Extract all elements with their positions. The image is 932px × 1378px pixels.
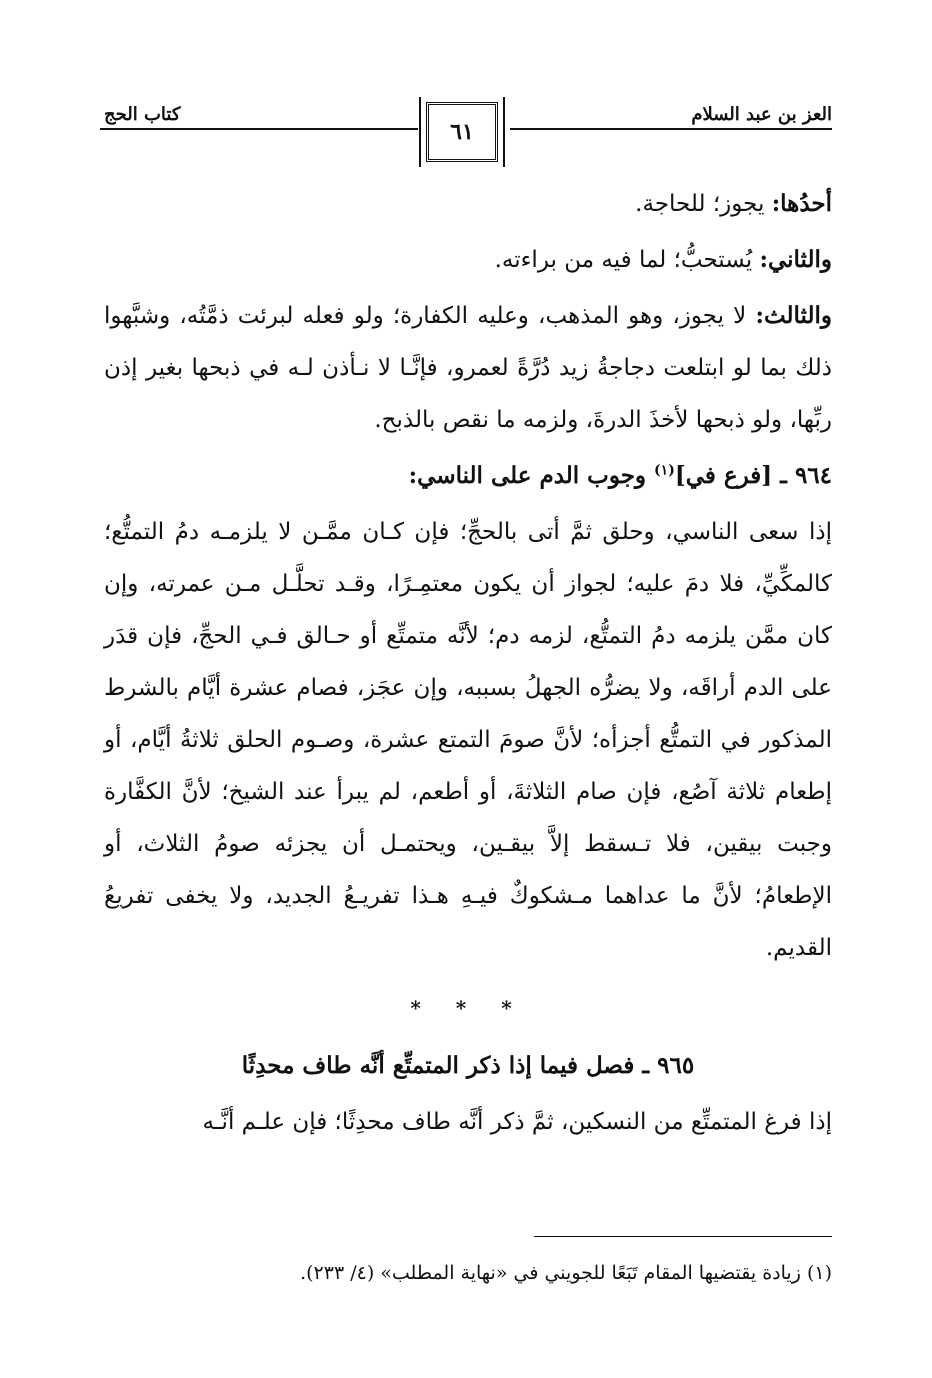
heading-964-prefix: ٩٦٤ ـ [فرع في] (674, 462, 832, 489)
paragraph-second-lead: والثاني: (759, 246, 832, 273)
header-rule-left (100, 128, 418, 130)
section-separator: * * * (410, 996, 526, 1020)
page-number: ٦١ (450, 119, 474, 145)
header-author: العز بن عبد السلام (691, 104, 832, 125)
footnote-reference[interactable]: (١) (654, 462, 675, 479)
paragraph-third (104, 290, 832, 446)
paragraph-second (104, 234, 832, 286)
footnote-rule (534, 1236, 832, 1237)
page-number-frame (426, 102, 498, 162)
paragraph-first-lead: أحدُها: (771, 190, 832, 217)
paragraph-second-text: يُستحبُّ؛ لما فيه من براءته. (494, 247, 760, 273)
section-heading-965: ٩٦٥ ـ فصل فيما إذا ذكر المتمتِّع أنَّه طاف محدِثًا (241, 1052, 695, 1079)
paragraph-forgetful-pilgrim: إذا سعى الناسي، وحلق ثمَّ أتى بالحجِّ؛ فإن كـان ممَّـن لا يلزمـه دمُ التمتُّع؛ كالمكِّيِّ، فلا دمَ عليه؛ لجواز أن يكون معتمِـرًا، وقـد تحلَّـل مـن عمرته، وإن كان ممَّن يلزمه دمُ التمتُّع، لزمه دم؛ لأنَّه متمتِّع أو حـالق فـي الحجِّ، فإن قدَر على الدم أراقَه، ولا يضرُّه الجهلُ بسببه، وإن عجَز، فصام عشرة أيَّام بالشرط المذكور في التمتُّع أجزأه؛ لأنَّ صومَ التمتع عشرة، وصـوم الحلق ثلاثةُ أيَّام، أو إطعام ثلاثة آصُع، فإن صام الثلاثةَ، أو أطعم، لم يبرأ عند الشيخ؛ لأنَّ الكفَّارة وجبت بيقين، فلا تـسقط إلاَّ بيقـين، ويحتمـل أن يجزئه صومُ الثلاث، أو الإطعامُ؛ لأنَّ ما عداهما مـشكوكٌ فيـهِ هـذا تفريـعُ الجديد، ولا يخفى تفريعُ القديم. (104, 519, 832, 961)
paragraph-third-text: لا يجوز، وهو المذهب، وعليه الكفارة؛ ولو فعله لبرئت ذمَّتُه، وشبَّهوا ذلك بما لو ابتلعت دجاجةُ زيد دُرَّةً لعمرو، فإنَّـا لا نـأذن لـه في ذبحها بغير إذن ربِّها، ولو ذبحها لأخذَ الدرةَ، ولزمه ما نقص بالذبح. (104, 303, 832, 433)
header-book-section: كتاب الحج (104, 104, 181, 125)
page-header (100, 92, 832, 178)
footnote (104, 1258, 832, 1288)
paragraph-first-text: يجوز؛ للحاجة. (635, 191, 772, 217)
paragraph-third-lead: والثالث: (755, 302, 832, 329)
header-rule-right (510, 128, 832, 130)
paragraph-first (104, 178, 832, 230)
footnote-marker: (١) (806, 1262, 832, 1284)
page-body (104, 178, 832, 1152)
footnote-text: زيادة يقتضيها المقام تَبَعًا للجويني في «نهاية المطلب» (٤/ ٢٣٣). (300, 1262, 807, 1284)
heading-964-suffix: وجوب الدم على الناسي: (408, 462, 655, 489)
paragraph-tamattu-impure-tawaf: إذا فرغ المتمتِّع من النسكين، ثمَّ ذكر أنَّه طاف محدِثًا؛ فإن علـم أنَّـه (202, 1109, 832, 1135)
section-heading-964 (104, 450, 832, 502)
